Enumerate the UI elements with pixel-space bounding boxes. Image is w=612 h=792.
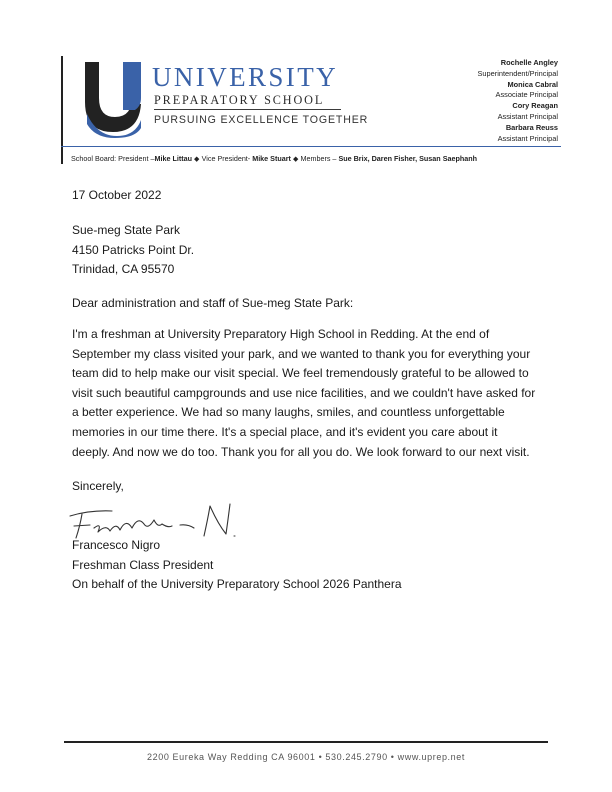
school-name: UNIVERSITY (152, 62, 338, 92)
board-prefix: School Board: President – (71, 154, 155, 163)
staff-title: Assistant Principal (497, 111, 558, 121)
board-vp-label: Vice President- (201, 154, 251, 163)
staff-name: Rochelle Angley (500, 58, 558, 67)
body-line: I'm a freshman at University Preparatory High School in Redding. At the end of (72, 327, 490, 341)
sender-affiliation: On behalf of the University Preparatory School 2026 Panthera (72, 577, 402, 592)
body-line: team did to help make our visit special. We feel tremendously grateful to be allowed to (72, 366, 529, 381)
staff-list (477, 58, 558, 144)
sender-title: Freshman Class President (72, 557, 214, 572)
closing: Sincerely, (72, 479, 124, 493)
board-vp: Mike Stuart (252, 154, 291, 163)
school-name-rule (154, 109, 341, 110)
footer-contact: 2200 Eureka Way Redding CA 96001 • 530.245.2790 • www.uprep.net (147, 752, 465, 762)
letterhead-vertical-rule (61, 56, 63, 164)
address-line: Sue-meg State Park (72, 223, 181, 237)
letter-body (72, 325, 535, 462)
letter-date: 17 October 2022 (72, 188, 162, 202)
recipient-address (72, 221, 194, 280)
staff-title: Assistant Principal (497, 133, 558, 143)
school-motto: PURSUING EXCELLENCE TOGETHER (154, 114, 369, 126)
school-subtitle: PREPARATORY SCHOOL (154, 93, 325, 107)
body-line: deeply. And now we do too. Thank you for all you do. We look forward to our next visit. (72, 444, 530, 459)
sender-name: Francesco Nigro (72, 538, 161, 552)
staff-name: Barbara Reuss (505, 122, 558, 132)
footer-rule (64, 741, 548, 743)
school-board-line: School Board: President –Mike Littau ◆ Vice President- Mike Stuart ◆ Members – Sue Brix, Daren Fisher, Susan Saephanh (71, 154, 478, 163)
staff-title: Superintendent/Principal (477, 68, 558, 78)
board-president: Mike Littau (154, 154, 193, 163)
staff-name: Monica Cabral (507, 79, 558, 89)
body-line: September my class visited your park, and we wanted to thank you for everything your (72, 346, 531, 361)
staff-title: Associate Principal (495, 90, 558, 100)
board-members-label: Members – (300, 154, 337, 163)
staff-name: Cory Reagan (512, 101, 558, 111)
salutation: Dear administration and staff of Sue-meg State Park: (72, 296, 354, 310)
address-line: Trinidad, CA 95570 (72, 262, 175, 277)
board-members: Sue Brix, Daren Fisher, Susan Saephanh (338, 154, 478, 163)
address-line: 4150 Patricks Point Dr. (72, 242, 195, 257)
body-line: memories in our time there. It's a special place, and it's evident you care about it (72, 424, 498, 439)
header-rule (61, 146, 561, 147)
body-line: visit such beautiful campgrounds and use nice facilities, and we couldn't have asked for (72, 385, 536, 400)
sender-block (72, 536, 402, 595)
body-line: a better experience. We had so many laughs, smiles, and countless unforgettable (72, 405, 505, 420)
u-logo-icon (83, 62, 143, 138)
